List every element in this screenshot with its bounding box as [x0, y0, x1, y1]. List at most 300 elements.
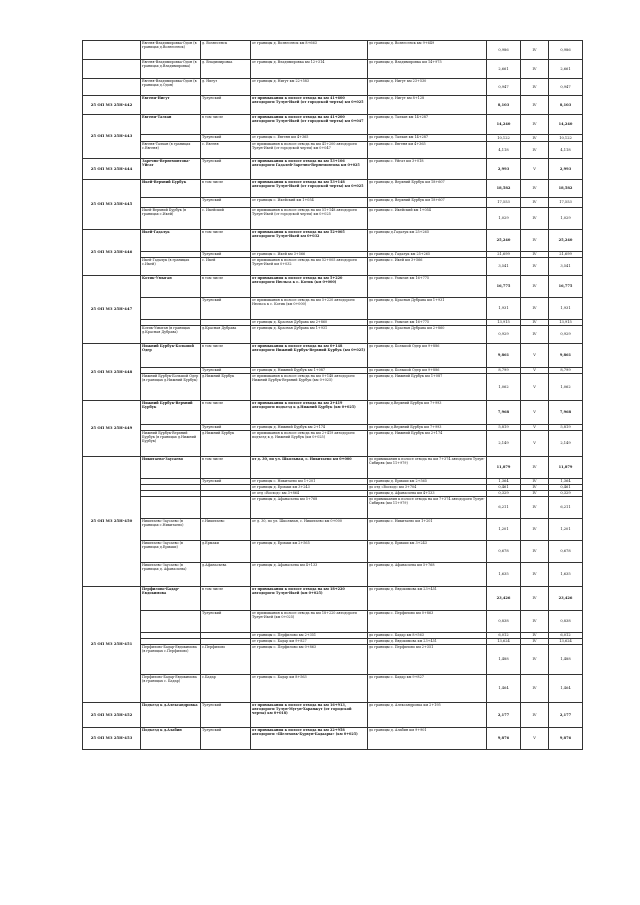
- table-row: [83, 611, 583, 633]
- road-name-cell: Икей-Гадалук (в границах с.Икей): [141, 258, 201, 276]
- segment-end-cell: до границы д.Верхний Бурбук км 7+993: [368, 401, 487, 425]
- segment-end-cell: до границы д. Красная Дубрава км 1+931: [368, 298, 487, 320]
- district-cell: в том числе: [201, 276, 251, 298]
- category-cell: IV: [521, 519, 549, 541]
- total-length-cell: 8,799: [549, 368, 583, 374]
- table-row: [83, 645, 583, 675]
- length-cell: 1,931: [487, 298, 521, 320]
- total-length-cell: 1,364: [549, 479, 583, 485]
- table-row: [83, 41, 583, 60]
- segment-end-cell: до границы д. Нигут км 23+530: [368, 79, 487, 96]
- length-cell: 21,699: [487, 252, 521, 258]
- table-row: [83, 326, 583, 344]
- table-row: [83, 344, 583, 368]
- total-length-cell: 25,240: [549, 230, 583, 252]
- total-length-cell: 14,240: [549, 115, 583, 135]
- length-cell: 0,678: [487, 541, 521, 563]
- length-cell: 7,968: [487, 401, 521, 425]
- category-cell: IV: [521, 96, 549, 115]
- segment-end-cell: до границы д. Вознесенск км 9+649: [368, 41, 487, 60]
- category-cell: IV: [521, 115, 549, 135]
- total-length-cell: 1,029: [549, 208, 583, 230]
- category-cell: IV: [521, 563, 549, 587]
- segment-end-cell: до границы д. Евдокимова км 23+451: [368, 639, 487, 645]
- category-cell: IV: [521, 639, 549, 645]
- segment-end-cell: до границы д. Алабин км 9+901: [368, 728, 487, 750]
- table-row: [83, 135, 583, 142]
- total-length-cell: 1,488: [549, 645, 583, 675]
- road-registry-page: [82, 40, 582, 750]
- total-length-cell: 0,947: [549, 79, 583, 96]
- total-length-cell: 16,775: [549, 276, 583, 298]
- district-cell: Тулунский: [201, 703, 251, 728]
- road-name-cell: Икей-Верхний Бурбук (в границах с.Икей): [141, 208, 201, 230]
- segment-start-cell: от границы д. Владимировка км 12+314: [251, 60, 368, 79]
- total-length-cell: 6,211: [549, 497, 583, 519]
- table-row: [83, 230, 583, 252]
- category-cell: V: [521, 401, 549, 425]
- segment-start-cell: от границы д. Ермаки км 3+243: [251, 485, 368, 491]
- table-row: [83, 563, 583, 587]
- length-cell: 17,553: [487, 198, 521, 208]
- length-cell: 8,799: [487, 368, 521, 374]
- segment-start-cell: от д. 30, по ул. Школьная, с. Никитаево км 0+000: [251, 519, 368, 541]
- road-name-cell: Подъезд к д.Алабин: [141, 728, 201, 750]
- road-name-cell: Икей-Верхний Бурбук: [141, 180, 201, 198]
- road-code-cell: 25 ОП МЗ 25Н-443: [83, 115, 141, 159]
- road-name-cell: Нижний Бурбук-Большой Одер (в границах д.Нижний Бурбук): [141, 374, 201, 401]
- category-cell: IV: [521, 60, 549, 79]
- segment-end-cell: до границы с. Умыган км 16+775: [368, 276, 487, 298]
- district-cell: Тулунский: [201, 135, 251, 142]
- district-cell: в том числе: [201, 587, 251, 611]
- segment-end-cell: до отд «Восход» км 3+704: [368, 485, 487, 491]
- table-row: [83, 142, 583, 159]
- segment-start-cell: от примыкания к полосе отвода на км 0+148 автодороги Нижний Бурбук-Верхний Бурбук (км 0+025): [251, 344, 368, 368]
- district-cell: д.Ермаки: [201, 541, 251, 563]
- road-registry-body: [83, 41, 583, 750]
- total-length-cell: 6,012: [549, 633, 583, 639]
- segment-end-cell: до границы д. Евдокимова км 23+451: [368, 587, 487, 611]
- category-cell: IV: [521, 320, 549, 326]
- segment-start-cell: от примыкания к полосе отвода на км 0+148 автодороги Нижний Бурбук-Верхний Бурбук (км 0+025): [251, 374, 368, 401]
- length-cell: 16,775: [487, 276, 521, 298]
- segment-start-cell: от границы д. Афанасьева км 4+133: [251, 563, 368, 587]
- segment-end-cell: до границы с. Уйгат км 3+018: [368, 159, 487, 180]
- road-name-cell: [141, 611, 201, 633]
- table-row: [83, 96, 583, 115]
- segment-start-cell: от границы с. Никитаево км 1+201: [251, 479, 368, 485]
- road-name-cell: Никитаево-Заусаево (в границах д.Ермаки): [141, 541, 201, 563]
- total-length-cell: 9,861: [549, 344, 583, 368]
- category-cell: IV: [521, 142, 549, 159]
- table-row: [83, 208, 583, 230]
- segment-end-cell: до границы д. Ермаки км 3+243: [368, 541, 487, 563]
- road-code-cell: 25 ОП МЗ 25Н-447: [83, 276, 141, 344]
- length-cell: 6,211: [487, 497, 521, 519]
- segment-start-cell: от границы д. Красная Дубрава км 1+931: [251, 326, 368, 344]
- segment-start-cell: от примыкания к полосе отвода на км 41+200 автодороги Тулун-Икей (от городской черты) км 0+047: [251, 115, 368, 135]
- length-cell: 1,364: [487, 479, 521, 485]
- total-length-cell: 1,635: [549, 563, 583, 587]
- length-cell: 0,929: [487, 326, 521, 344]
- length-cell: 2,661: [487, 60, 521, 79]
- segment-start-cell: от границы с. Икей км 3+566: [251, 252, 368, 258]
- segment-start-cell: от примыкания к полосе отвода на км 22+958 автодороги «Шелеховь-Бурхун-Бадаары» (км 0+025): [251, 728, 368, 750]
- segment-end-cell: до границы с. Икейский км 1+054: [368, 208, 487, 230]
- road-name-cell: Перфилово-Бадар-Евдокимова: [141, 587, 201, 611]
- total-length-cell: 11,879: [549, 457, 583, 479]
- segment-end-cell: до границы д.Верхний Бурбук км 7+993: [368, 425, 487, 431]
- district-cell: Тулунский: [201, 479, 251, 485]
- road-code-cell: 25 ОП МЗ 25Н-446: [83, 230, 141, 276]
- road-name-cell: Котик-Умыган (в границах д.Красная Дубрава): [141, 326, 201, 344]
- segment-start-cell: от границы д. Нижний Бурбук км 2+174: [251, 425, 368, 431]
- road-code-cell: 25 ОП МЗ 25Н-442: [83, 96, 141, 115]
- road-name-cell: Перфилово-Бадар-Евдокимова (в границах с. Бадар): [141, 675, 201, 703]
- segment-end-cell: до границы с. Евгеня км 4+365: [368, 142, 487, 159]
- segment-start-cell: от границы с. Перфилово км 2+351: [251, 633, 368, 639]
- length-cell: 1,488: [487, 645, 521, 675]
- district-cell: с. Икейский: [201, 208, 251, 230]
- road-name-cell: Евгеня-Талхан: [141, 115, 201, 135]
- segment-start-cell: от примыкания к полосе отвода на км 5+220 автодороги Нюльса к с. Котик (км 0+000): [251, 298, 368, 320]
- total-length-cell: 0,329: [549, 491, 583, 497]
- district-cell: Тулунский: [201, 252, 251, 258]
- segment-end-cell: до границы с. Никитаево км 1+201: [368, 519, 487, 541]
- segment-end-cell: до границы д. Талхан км 14+287: [368, 115, 487, 135]
- category-cell: V: [521, 368, 549, 374]
- category-cell: IV: [521, 135, 549, 142]
- district-cell: д.Нижний Бурбук: [201, 431, 251, 457]
- table-row: [83, 401, 583, 425]
- table-row: [83, 159, 583, 180]
- length-cell: 1,062: [487, 374, 521, 401]
- length-cell: 8,103: [487, 96, 521, 115]
- category-cell: IV: [521, 180, 549, 198]
- total-length-cell: 23,426: [549, 587, 583, 611]
- length-cell: 6,012: [487, 633, 521, 639]
- road-code-cell: 25 ОП МЗ 25Н-452: [83, 703, 141, 728]
- road-name-cell: Перфилово-Бадар-Евдокимова (в границах с.Перфилово): [141, 645, 201, 675]
- segment-start-cell: от примыкания к полосе отвода на км 2+419 автодороги подъезд к д.Нижний Бурбук (км 0+025): [251, 401, 368, 425]
- total-length-cell: 2,177: [549, 703, 583, 728]
- segment-end-cell: до границы д. Владимировка км 14+975: [368, 60, 487, 79]
- total-length-cell: 21,699: [549, 252, 583, 258]
- road-code-cell: 25 ОП МЗ 25Н-448: [83, 344, 141, 401]
- district-cell: д. Владимировка: [201, 60, 251, 79]
- table-row: [83, 675, 583, 703]
- total-length-cell: 2,993: [549, 159, 583, 180]
- segment-end-cell: до примыкания к полосе отвода на км 7+374 автодороги Тулун-Сибиряк (км 11+979): [368, 457, 487, 479]
- district-cell: д.Красная Дубрава: [201, 326, 251, 344]
- district-cell: Тулунский: [201, 198, 251, 208]
- segment-end-cell: до границы д. Гадалук км 25+265: [368, 252, 487, 258]
- table-row: [83, 519, 583, 541]
- segment-start-cell: от примыкания к полосе отвода на км 52+005 автодороги Тулун-Икей км 0+032: [251, 258, 368, 276]
- total-length-cell: 1,464: [549, 675, 583, 703]
- table-row: [83, 497, 583, 519]
- category-cell: IV: [521, 79, 549, 96]
- total-length-cell: 2,149: [549, 431, 583, 457]
- category-cell: IV: [521, 633, 549, 639]
- length-cell: 0,838: [487, 611, 521, 633]
- category-cell: IV: [521, 41, 549, 60]
- total-length-cell: 3,541: [549, 258, 583, 276]
- segment-start-cell: от границы д. Нижний Бурбук км 1+087: [251, 368, 368, 374]
- segment-end-cell: до границы д. Большой Одер км 9+886: [368, 344, 487, 368]
- road-name-cell: Нижний Бурбук-Верхний Бурбук: [141, 401, 201, 425]
- segment-end-cell: до границы д. Верхний Бурбук км 18+607: [368, 180, 487, 198]
- segment-start-cell: от границы с. Перфилово км 0+863: [251, 645, 368, 675]
- segment-start-cell: от границы д. Ермаки км 2+565: [251, 541, 368, 563]
- district-cell: Тулунский: [201, 159, 251, 180]
- table-row: [83, 79, 583, 96]
- segment-end-cell: до границы д. Нигут км 8+128: [368, 96, 487, 115]
- district-cell: д.Нижний Бурбук: [201, 374, 251, 401]
- road-name-cell: Евгеня-Владимировка-Одон (в границах д.Одон): [141, 79, 201, 96]
- road-name-cell: Нижний Бурбук-Верхний Бурбук (в границах д.Нижний Бурбук): [141, 431, 201, 457]
- category-cell: IV: [521, 645, 549, 675]
- length-cell: 13,915: [487, 320, 521, 326]
- length-cell: 0,461: [487, 485, 521, 491]
- road-name-cell: Евгеня-Владимировка-Одон (в границах д.Владимировка): [141, 60, 201, 79]
- segment-end-cell: до границы д. Афанасьева км 4+133: [368, 491, 487, 497]
- category-cell: IV: [521, 198, 549, 208]
- segment-end-cell: до границы д. Талхан км 14+287: [368, 135, 487, 142]
- table-row: [83, 587, 583, 611]
- segment-start-cell: от границы д. Афанасьева км 5+768: [251, 497, 368, 519]
- district-cell: Тулунский: [201, 611, 251, 633]
- length-cell: 2,993: [487, 159, 521, 180]
- category-cell: V: [521, 374, 549, 401]
- total-length-cell: 2,661: [549, 60, 583, 79]
- road-name-cell: Евгеня-Владимировка-Одон (в границах д.Вознесенск): [141, 41, 201, 60]
- segment-start-cell: от примыкания к полосе отвода на км 18+220 автодороги Тулун-Икей (км 0+025): [251, 587, 368, 611]
- category-cell: V: [521, 344, 549, 368]
- length-cell: 4,118: [487, 142, 521, 159]
- length-cell: 0,329: [487, 491, 521, 497]
- segment-end-cell: до границы с. Бадар км 9+827: [368, 675, 487, 703]
- category-cell: IV: [521, 276, 549, 298]
- category-cell: IV: [521, 252, 549, 258]
- total-length-cell: 7,968: [549, 401, 583, 425]
- segment-start-cell: от границы д. Красная Дубрава км 2+860: [251, 320, 368, 326]
- road-name-cell: Евгеня-Талхан (в границах с.Евгеня): [141, 142, 201, 159]
- district-cell: д. Нигут: [201, 79, 251, 96]
- district-cell: с. Икей: [201, 258, 251, 276]
- total-length-cell: 13,624: [549, 639, 583, 645]
- category-cell: IV: [521, 497, 549, 519]
- segment-start-cell: от границы с. Бадар км 8+563: [251, 675, 368, 703]
- segment-start-cell: от примыкания к полосе отвода на км 5+220 автодороги Нюльса к с. Котик (км 0+000): [251, 276, 368, 298]
- segment-end-cell: до границы с. Перфилово км 0+863: [368, 611, 487, 633]
- total-length-cell: 9,876: [549, 728, 583, 750]
- category-cell: IV: [521, 298, 549, 320]
- table-row: [83, 276, 583, 298]
- category-cell: IV: [521, 611, 549, 633]
- segment-start-cell: от примыкания к полосе отвода на км 51+148 автодороги Тулун-Икей (от городской черты) км 0+025: [251, 208, 368, 230]
- category-cell: IV: [521, 485, 549, 491]
- district-cell: в том числе: [201, 180, 251, 198]
- district-cell: Тулунский: [201, 425, 251, 431]
- category-cell: V: [521, 728, 549, 750]
- category-cell: IV: [521, 208, 549, 230]
- road-name-cell: [141, 135, 201, 142]
- category-cell: IV: [521, 703, 549, 728]
- road-registry-table: [82, 40, 583, 750]
- total-length-cell: 17,553: [549, 198, 583, 208]
- length-cell: 9,861: [487, 344, 521, 368]
- road-name-cell: [141, 497, 201, 519]
- category-cell: V: [521, 159, 549, 180]
- category-cell: IV: [521, 258, 549, 276]
- table-row: [83, 374, 583, 401]
- total-length-cell: 10,122: [549, 135, 583, 142]
- category-cell: IV: [521, 541, 549, 563]
- category-cell: IV: [521, 587, 549, 611]
- segment-start-cell: от границы с. Бадар км 9+827: [251, 639, 368, 645]
- segment-start-cell: от границы с. Евгеня км 4+365: [251, 135, 368, 142]
- district-cell: Тулунский: [201, 368, 251, 374]
- segment-start-cell: от границы д. Вознесенск км 8+663: [251, 41, 368, 60]
- segment-end-cell: до границы д. Большой Одер км 9+886: [368, 368, 487, 374]
- length-cell: 10,122: [487, 135, 521, 142]
- road-code-cell: [83, 41, 141, 60]
- road-name-cell: Нижний Бурбук-Большой Одер: [141, 344, 201, 368]
- segment-end-cell: до границы д. Красная Дубрава км 2+860: [368, 326, 487, 344]
- segment-start-cell: от примыкания к полосе отвода на км 41+200 автодороги Тулун-Икей (от городской черты) км 0+047: [251, 142, 368, 159]
- total-length-cell: 4,118: [549, 142, 583, 159]
- table-row: [83, 703, 583, 728]
- total-length-cell: 0,838: [549, 611, 583, 633]
- length-cell: 18,582: [487, 180, 521, 198]
- road-code-cell: 25 ОП МЗ 25Н-444: [83, 159, 141, 180]
- length-cell: 5,819: [487, 425, 521, 431]
- road-name-cell: Икей-Гадалук: [141, 230, 201, 252]
- table-row: [83, 258, 583, 276]
- segment-end-cell: до границы д. Нижний Бурбук км 2+174: [368, 431, 487, 457]
- segment-start-cell: от отд «Восход» км 3+864: [251, 491, 368, 497]
- total-length-cell: 0,678: [549, 541, 583, 563]
- segment-start-cell: от примыкания к полосе отвода на км 41+600 автодороги Тулун-Икей (от городской черты) км 0+025: [251, 96, 368, 115]
- district-cell: д. Вознесенск: [201, 41, 251, 60]
- length-cell: 25,240: [487, 230, 521, 252]
- length-cell: 1,464: [487, 675, 521, 703]
- road-code-cell: 25 ОП МЗ 25Н-445: [83, 180, 141, 230]
- length-cell: 14,240: [487, 115, 521, 135]
- segment-end-cell: до границы с. Икей км 3+566: [368, 258, 487, 276]
- category-cell: IV: [521, 326, 549, 344]
- segment-end-cell: до границы д.Гадалук км 25+265: [368, 230, 487, 252]
- category-cell: V: [521, 431, 549, 457]
- segment-end-cell: до границы с. Бадар км 8+563: [368, 633, 487, 639]
- district-cell: в том числе: [201, 230, 251, 252]
- table-row: [83, 431, 583, 457]
- length-cell: 11,879: [487, 457, 521, 479]
- total-length-cell: 18,582: [549, 180, 583, 198]
- segment-start-cell: от границы с. Икейский км 1+054: [251, 198, 368, 208]
- road-name-cell: Евгеня-Нигут: [141, 96, 201, 115]
- road-name-cell: [141, 298, 201, 320]
- road-code-cell: 25 ОП МЗ 25Н-450: [83, 457, 141, 587]
- length-cell: 1,029: [487, 208, 521, 230]
- category-cell: V: [521, 425, 549, 431]
- district-cell: с.Никитаево: [201, 519, 251, 541]
- segment-start-cell: от примыкания к полосе отвода на км 53+106 автодороги Гадалей-Заречно-Вернемонтова км 0+025: [251, 159, 368, 180]
- category-cell: IV: [521, 491, 549, 497]
- segment-end-cell: до примыкания к полосе отвода на км 7+374 автодороги Тулун-Сибиряк (км 11+979): [368, 497, 487, 519]
- district-cell: с.Бадар: [201, 675, 251, 703]
- segment-start-cell: от примыкания к полосе отвода на км 53+148 автодороги Тулун-Икей (от городской черты) км 0+025: [251, 180, 368, 198]
- road-code-cell: [83, 60, 141, 79]
- segment-end-cell: до границы с. Умыган км 16+775: [368, 320, 487, 326]
- total-length-cell: 0,986: [549, 41, 583, 60]
- table-row: [83, 115, 583, 135]
- category-cell: IV: [521, 457, 549, 479]
- total-length-cell: 1,201: [549, 519, 583, 541]
- segment-start-cell: от д. 30, по ул. Школьная, с. Никитаево км 0+000: [251, 457, 368, 479]
- road-name-cell: Подъезд к д.Александровка: [141, 703, 201, 728]
- segment-start-cell: от примыкания к полосе отвода на км 18+220 автодороги Тулун-Икей (км 0+025): [251, 611, 368, 633]
- total-length-cell: 8,103: [549, 96, 583, 115]
- total-length-cell: 5,819: [549, 425, 583, 431]
- district-cell: [201, 497, 251, 519]
- category-cell: IV: [521, 230, 549, 252]
- district-cell: в том числе: [201, 344, 251, 368]
- segment-end-cell: до границы с. Перфилово км 2+351: [368, 645, 487, 675]
- road-name-cell: Никитаево-Заусаево (в границах д. Афанасьева): [141, 563, 201, 587]
- total-length-cell: 1,062: [549, 374, 583, 401]
- segment-start-cell: от примыкания к полосе отвода на км 2+419 автодороги подъезд к д. Нижний Бурбук (км 0+025): [251, 431, 368, 457]
- length-cell: 1,635: [487, 563, 521, 587]
- length-cell: 9,876: [487, 728, 521, 750]
- road-code-cell: 25 ОП МЗ 25Н-453: [83, 728, 141, 750]
- length-cell: 13,624: [487, 639, 521, 645]
- segment-end-cell: до границы д. Александровка км 2+195: [368, 703, 487, 728]
- table-row: [83, 198, 583, 208]
- table-row: [83, 298, 583, 320]
- district-cell: д.Афанасьева: [201, 563, 251, 587]
- road-code-cell: [83, 79, 141, 96]
- category-cell: IV: [521, 675, 549, 703]
- road-name-cell: Никитаево-Заусаево: [141, 457, 201, 479]
- road-name-cell: Никитаево-Заусаево (в границах с.Никитаево): [141, 519, 201, 541]
- total-length-cell: 0,929: [549, 326, 583, 344]
- road-code-cell: 25 ОП МЗ 25Н-449: [83, 401, 141, 457]
- district-cell: Тулунский: [201, 96, 251, 115]
- segment-start-cell: от границы д. Нигут км 22+583: [251, 79, 368, 96]
- length-cell: 0,947: [487, 79, 521, 96]
- table-row: [83, 60, 583, 79]
- table-row: [83, 457, 583, 479]
- length-cell: 23,426: [487, 587, 521, 611]
- table-row: [83, 541, 583, 563]
- length-cell: 0,986: [487, 41, 521, 60]
- segment-end-cell: до границы д. Ермаки км 2+565: [368, 479, 487, 485]
- road-name-cell: Заречно-Вернемонтова-Уйгат: [141, 159, 201, 180]
- table-row: [83, 728, 583, 750]
- district-cell: Тулунский: [201, 728, 251, 750]
- district-cell: Тулунский: [201, 298, 251, 320]
- road-name-cell: Котик-Умыган: [141, 276, 201, 298]
- category-cell: IV: [521, 479, 549, 485]
- length-cell: 3,541: [487, 258, 521, 276]
- total-length-cell: 13,915: [549, 320, 583, 326]
- table-row: [83, 180, 583, 198]
- segment-end-cell: до границы д. Верхний Бурбук км 18+607: [368, 198, 487, 208]
- length-cell: 2,149: [487, 431, 521, 457]
